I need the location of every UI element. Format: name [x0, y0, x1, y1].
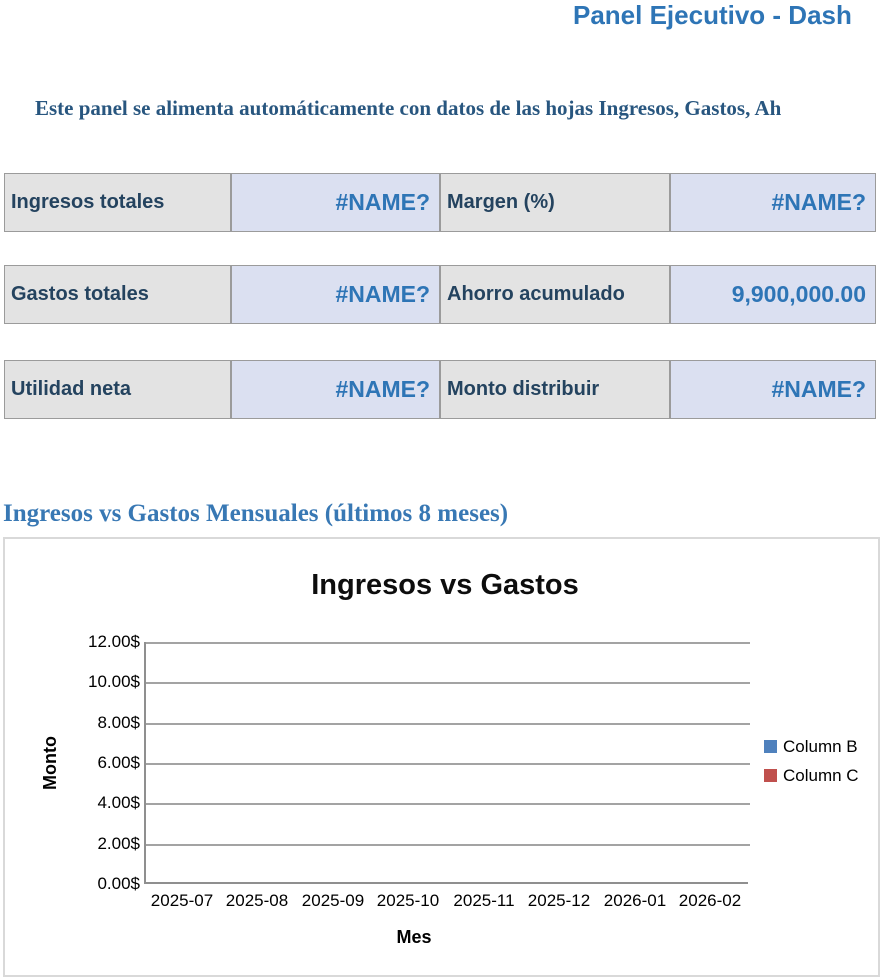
kpi-row-3: [4, 360, 876, 419]
kpi-row-2: [4, 265, 876, 324]
kpi-value-ingresos-totales[interactable]: #NAME?: [231, 173, 440, 232]
x-tick-label: 2026-02: [678, 891, 742, 910]
x-tick-label: 2026-01: [603, 891, 667, 910]
kpi-value-monto-distribuir[interactable]: #NAME?: [670, 360, 876, 419]
kpi-value-gastos-totales[interactable]: #NAME?: [231, 265, 440, 324]
y-tick-label: 2.00$: [97, 834, 140, 853]
kpi-label-monto-distribuir[interactable]: Monto distribuir: [440, 360, 670, 419]
page-title: Panel Ejecutivo - Dash: [573, 0, 852, 30]
y-tick-label: 10.00$: [88, 672, 140, 691]
gridline: [146, 803, 750, 805]
legend-swatch-column-c: [764, 769, 777, 782]
kpi-label-margen[interactable]: Margen (%): [440, 173, 670, 232]
gridline: [146, 682, 750, 684]
gridline: [146, 844, 750, 846]
kpi-label-ahorro-acumulado[interactable]: Ahorro acumulado: [440, 265, 670, 324]
page-subtitle: Este panel se alimenta automáticamente con datos de las hojas Ingresos, Gastos, Ah: [35, 96, 782, 120]
kpi-label-utilidad-neta[interactable]: Utilidad neta: [4, 360, 231, 419]
section-heading: Ingresos vs Gastos Mensuales (últimos 8 meses): [3, 500, 509, 527]
y-tick-label: 6.00$: [97, 753, 140, 772]
x-tick-label: 2025-09: [301, 891, 365, 910]
kpi-value-ahorro-acumulado[interactable]: 9,900,000.00: [670, 265, 876, 324]
kpi-value-margen[interactable]: #NAME?: [670, 173, 876, 232]
chart-title: Ingresos vs Gastos: [311, 569, 579, 601]
y-tick-label: 12.00$: [88, 632, 140, 651]
kpi-row-1: [4, 173, 876, 232]
x-tick-label: 2025-07: [150, 891, 214, 910]
legend-label-column-b: Column B: [783, 737, 858, 756]
x-tick-label: 2025-11: [453, 891, 515, 910]
legend-swatch-column-b: [764, 740, 777, 753]
y-tick-label: 8.00$: [97, 713, 140, 732]
plot-area: [144, 642, 748, 884]
ingresos-vs-gastos-chart[interactable]: [3, 537, 880, 977]
kpi-label-ingresos-totales[interactable]: Ingresos totales: [4, 173, 231, 232]
x-tick-label: 2025-10: [376, 891, 440, 910]
gridline: [146, 763, 750, 765]
y-axis-title: Monto: [40, 736, 60, 790]
x-tick-label: 2025-08: [225, 891, 289, 910]
legend-label-column-c: Column C: [783, 766, 859, 785]
kpi-value-utilidad-neta[interactable]: #NAME?: [231, 360, 440, 419]
x-tick-label: 2025-12: [527, 891, 591, 910]
kpi-label-gastos-totales[interactable]: Gastos totales: [4, 265, 231, 324]
gridline: [146, 642, 750, 644]
y-tick-label: 4.00$: [97, 793, 140, 812]
gridline: [146, 723, 750, 725]
y-tick-label: 0.00$: [97, 874, 140, 893]
x-axis-title: Mes: [396, 927, 432, 947]
